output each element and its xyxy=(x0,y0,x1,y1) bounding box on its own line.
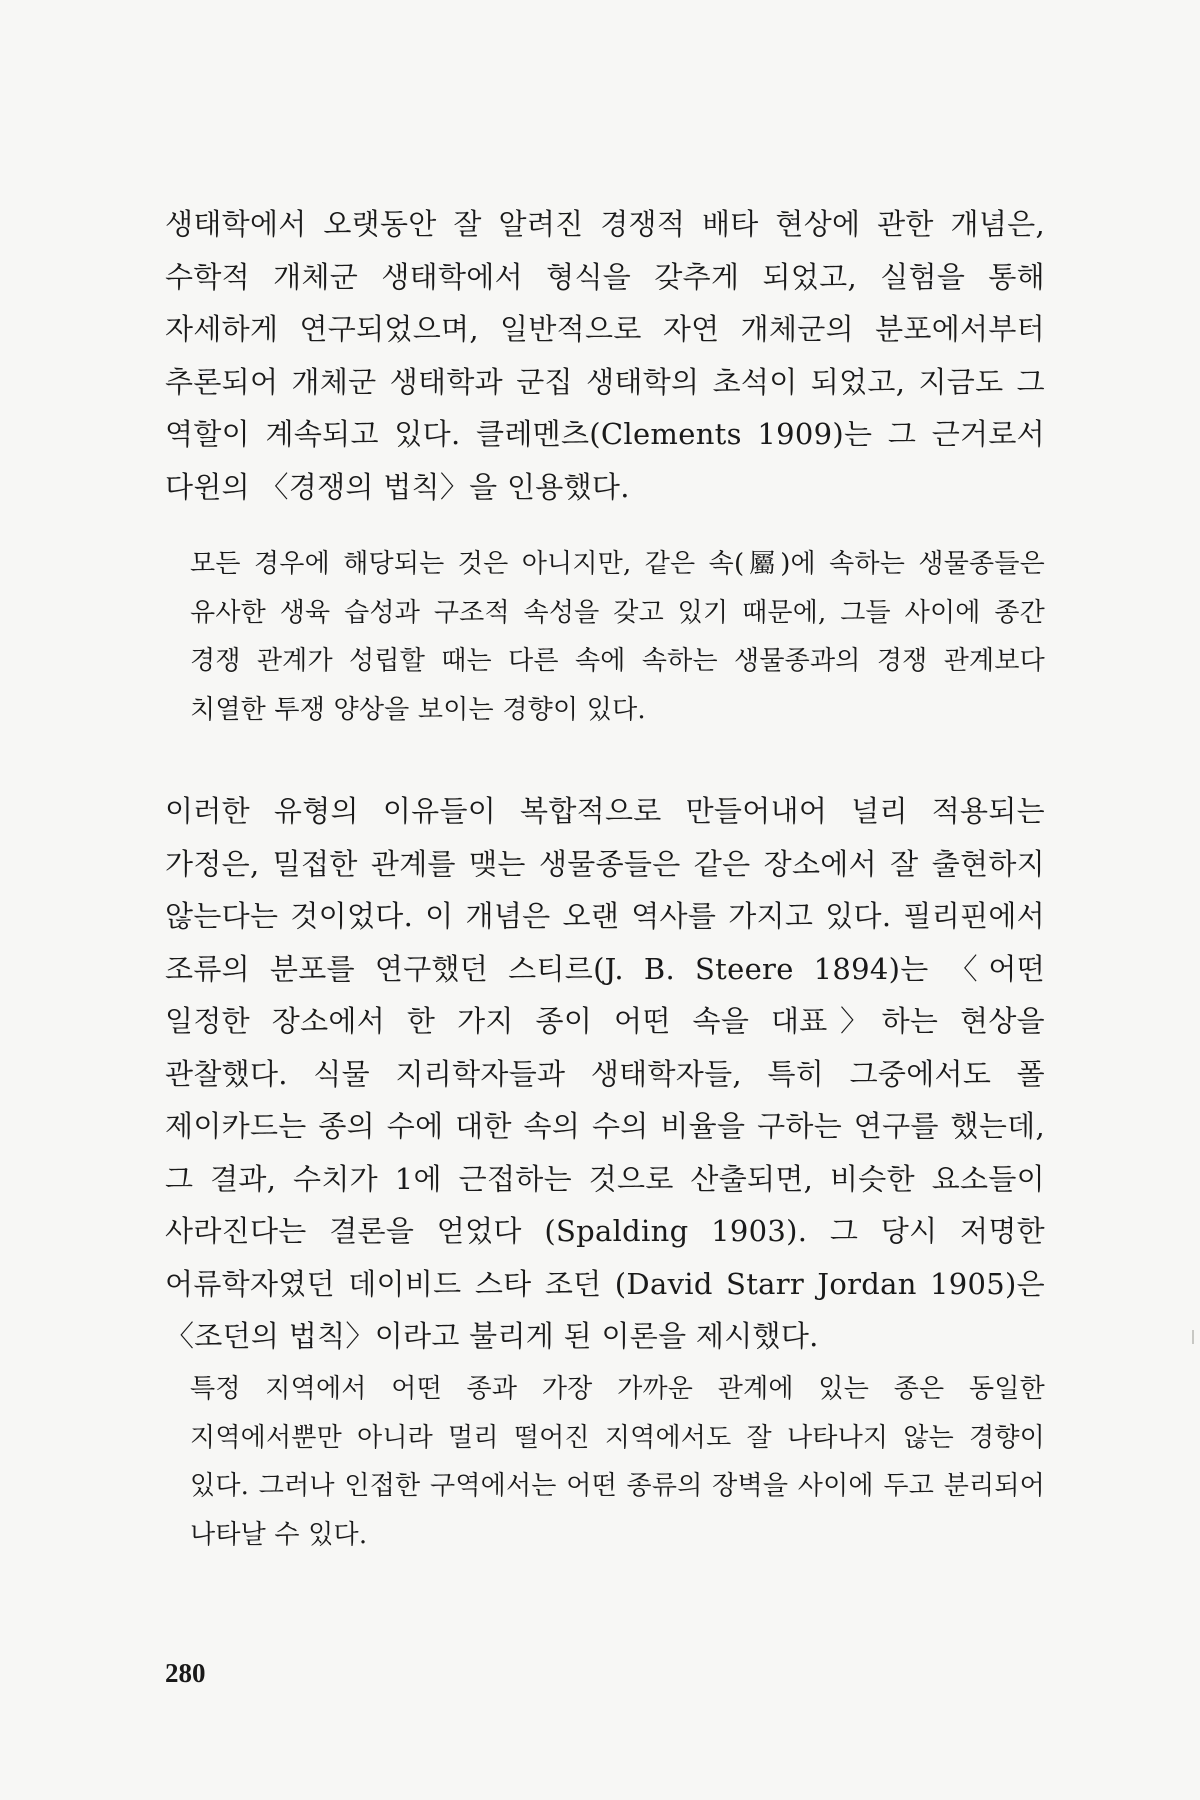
body-paragraph-1: 생태학에서 오랫동안 잘 알려진 경쟁적 배타 현상에 관한 개념은, 수학적 개체군 생태학에서 형식을 갖추게 되었고, 실험을 통해 자세하게 연구되었으며, 일반적으로 자연 개체군의 분포에서부터 추론되어 개체군 생태학과 군집 생태학의 초석이 되었고, 지금도 그 역할이 계속되고 있다. 클레멘츠(Clements 1909)는 그 근거로서 다윈의 〈경쟁의 법칙〉을 인용했다. xyxy=(165,207,1045,504)
quoted-passage-2: 특정 지역에서 어떤 종과 가장 가까운 관계에 있는 종은 동일한 지역에서뿐만 아니라 멀리 떨어진 지역에서도 잘 나타나지 않는 경향이 있다. 그러나 인접한 구역에서는 어떤 종류의 장벽을 사이에 두고 분리되어 나타날 수 있다. xyxy=(190,1374,1045,1550)
quoted-passage-1: 모든 경우에 해당되는 것은 아니지만, 같은 속(屬)에 속하는 생물종들은 유사한 생육 습성과 구조적 속성을 갖고 있기 때문에, 그들 사이에 종간 경쟁 관계가 성립할 때는 다른 속에 속하는 생물종과의 경쟁 관계보다 치열한 투쟁 양상을 보이는 경향이 있다. xyxy=(190,549,1045,725)
scan-edge-mark xyxy=(1192,1330,1194,1344)
body-paragraph-2: 이러한 유형의 이유들이 복합적으로 만들어내어 널리 적용되는 가정은, 밀접한 관계를 맺는 생물종들은 같은 장소에서 잘 출현하지 않는다는 것이었다. 이 개념은 오랜 역사를 가지고 있다. 필리핀에서 조류의 분포를 연구했던 스티르(J. B. Steere 1894)는 〈어떤 일정한 장소에서 한 가지 종이 어떤 속을 대표〉하는 현상을 관찰했다. 식물 지리학자들과 생태학자들, 특히 그중에서도 폴 제이카드는 종의 수에 대한 속의 수의 비율을 구하는 연구를 했는데, 그 결과, 수치가 1에 근접하는 것으로 산출되면, 비슷한 요소들이 사라진다는 결론을 얻었다 (Spalding 1903). 그 당시 저명한 어류학자였던 데이비드 스타 조던 (David Starr Jordan 1905)은 〈조던의 법칙〉이라고 불리게 된 이론을 제시했다. xyxy=(165,794,1045,1353)
page-number: 280 xyxy=(165,1658,206,1688)
